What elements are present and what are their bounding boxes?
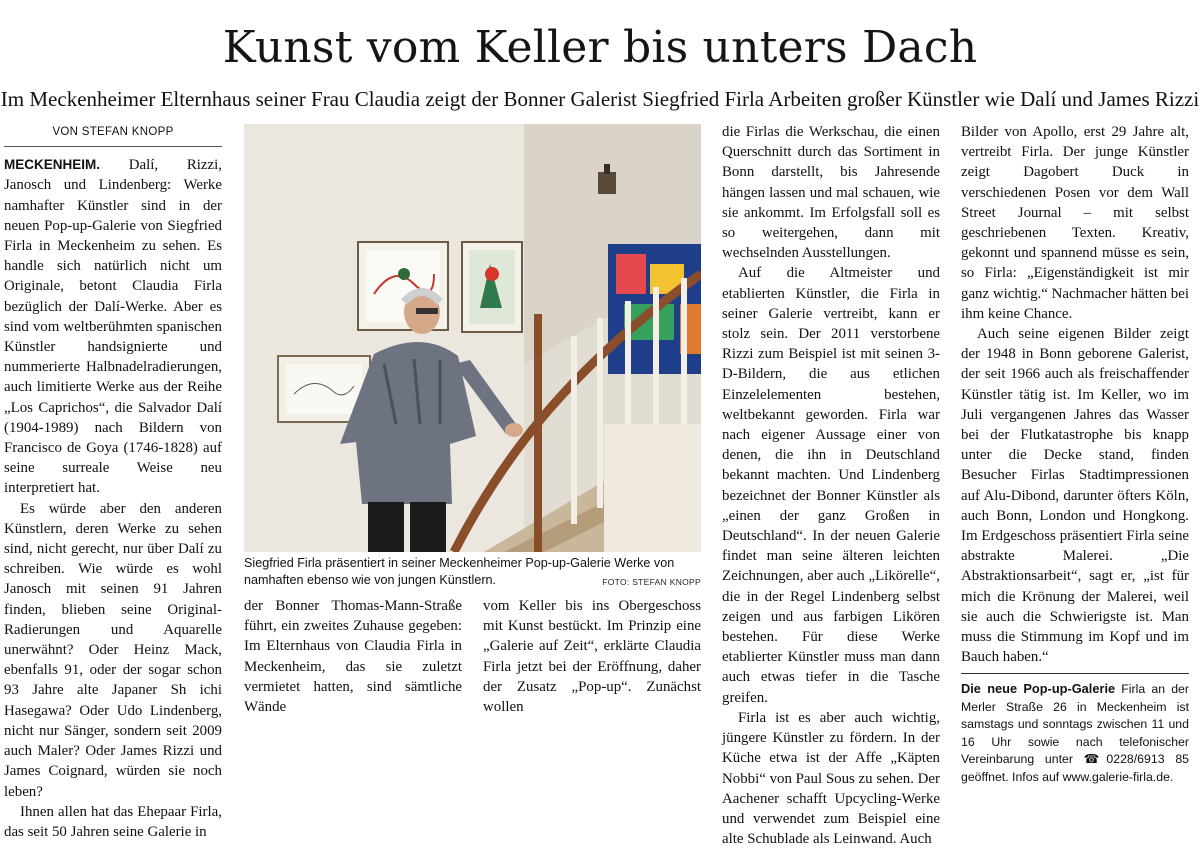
article-headline: Kunst vom Keller bis unters Dach [222, 22, 978, 73]
column-1 [4, 118, 222, 842]
column-3 [483, 596, 701, 717]
paragraph-1: MECKENHEIM. Dalí, Rizzi, Janosch und Lindenberg: Werke namhafter Künstler sind in der neuen Pop-up-Galerie von Siegfried Firla in Meckenheim zu sehen. Es handle sich natürlich nicht um Originale, betont Claudia Firla bezüglich der Dalí-Werke. Aber es sind vom weltberühmten spanischen Künstler handsignierte und nummerierte Halbnadelradierungen, auch limitierte Werke aus der Reihe „Los Caprichos“, die Salvador Dalí (1904-1989) nach Bildern von Francisco de Goya (1746-1828) auf seine surreale Weise neu interpretiert hat. [4, 157, 222, 497]
paragraph-col4-2: Auf die Altmeister und etablierten Künstler, die Firla in seiner Galerie vertreibt, kann er stolz sein. Der 2011 verstorbene Rizzi zum Beispiel ist mit seinen 3-D-Bildern, die aus etlichen Einzelelementen bestehen, weltbekannt geworden. Firla war nach eigener Aussage einer von denen, die ihn in Deutschland bekannt machten. Und Lindenberg bezeichnet der Bonner Künstler als „einen der ganz Großen in Deutschland“. In der neuen Galerie findet man seine älteren leichten Zeichnungen, aber auch „Likörelle“, die in der Regel Lindenberg selbst zeigen und aus farbigen Likören bestehen. Für diese Werke etablierter Künstler muss man dann auch etwas tiefer in die Tasche greifen. [722, 265, 940, 706]
paragraph-col5-2: Auch seine eigenen Bilder zeigt der 1948 in Bonn geborene Galerist, der seit 1966 auch als freischaffender Künstler tätig ist. Im Keller, wo im Juli vergangenen Jahres das Wasser bei der Flutkatastrophe bis knapp unter die Decke stand, finden Besucher Firlas Stadtimpressionen auf Alu-Dibond, darunter öfters Köln, auch Bonn, London und Hongkong. Im Erdgeschoss präsentiert Firla seine abstrakte Malerei. „Die Abstraktionsarbeit“, sagt er, „ist für mich die Krönung der Malerei, weil sie auch die Schwierigste ist. Man muss die Stimmung im Kopf und im Bauch haben.“ [961, 326, 1189, 666]
column-5 [961, 122, 1189, 786]
paragraph-col4-1: die Firlas die Werkschau, die einen Querschnitt durch das Sortiment in Bonn darstellt, bis Jahresende hängen lassen und mal schauen, wie sie ankommt. Im Erfolgsfall soll es so weitergehen, dann mit wechselnden Ausstellungen. [722, 124, 940, 262]
info-box-text: Firla an der Merler Straße 26 in Meckenheim ist samstags und sonntags zwischen 11 und 16 Uhr sowie nach telefonischer Vereinbarung unter ☎0228/6913 85 geöffnet. Infos auf www.galerie-firla.de. [961, 682, 1189, 784]
dateline: MECKENHEIM. [4, 157, 101, 173]
byline: VON STEFAN KNOPP [4, 118, 222, 147]
article-subheadline: Im Meckenheimer Elternhaus seiner Frau Claudia zeigt der Bonner Galerist Siegfried Firla Arbeiten großer Künstler wie Dalí und James Rizzi [0, 87, 1200, 111]
info-box-title: Die neue Pop-up-Galerie [961, 681, 1116, 697]
column-2 [244, 596, 462, 717]
paragraph-col2: der Bonner Thomas-Mann-Straße führt, ein zweites Zuhause gegeben: Im Elternhaus von Claudia Firla in Meckenheim, das sie zuletzt vermietet hatten, sind sämtliche Wände [244, 598, 462, 716]
photo-caption-block [244, 555, 701, 591]
paragraph-col3: vom Keller bis ins Obergeschoss mit Kunst bestückt. Im Prinzip eine „Galerie auf Zeit“, erklärte Claudia Firla jetzt bei der Eröffnung, daher der Zusatz „Pop-up“. Zunächst wollen [483, 598, 701, 716]
column-4 [722, 122, 940, 849]
photo-credit: FOTO: STEFAN KNOPP [602, 577, 701, 587]
paragraph-2: Es würde aber den anderen Künstlern, deren Werke zu sehen sind, nicht gerecht, nur über Dalí zu schreiben. Wie würde es wohl Janosch mit seinen 91 Jahren finden, blieben seine Original-Radierungen und Aquarelle unerwähnt? Oder Heinz Mack, ebenfalls 91, oder der sogar schon 93 Jahre alte Japaner Sh ichi Hasegawa? Oder Udo Lindenberg, nicht nur Sänger, sondern seit 2009 auch Maler? Oder James Rizzi und James Coignard, würden sie noch leben? [4, 500, 222, 800]
paragraph-col5-1: Bilder von Apollo, erst 29 Jahre alt, vertreibt Firla. Der junge Künstler zeigt Dagobert Duck in verschiedenen Posen vor dem Wall Street Journal – mit selbst geschriebenen Texten. Kreativ, gekonnt und spannend müsse es sein, so Firla: „Eigenständigkeit ist mir ganz wichtig.“ Nachmacher hätten bei ihm keine Chance. [961, 124, 1189, 322]
article-photo [244, 124, 701, 552]
info-box [961, 673, 1189, 785]
photo-caption: Siegfried Firla präsentiert in seiner Meckenheimer Pop-up-Galerie Werke von namhaften ebenso wie von jungen Künstlern. [244, 556, 675, 587]
paragraph-3: Ihnen allen hat das Ehepaar Firla, das seit 50 Jahren seine Galerie in [4, 803, 222, 840]
paragraph-col4-3: Firla ist es aber auch wichtig, jüngere Künstler zu fördern. In der Küche etwa ist der Affe „Käpten Nobbi“ von Paul Sous zu sehen. Der Aachener schafft Upcycling-Werke und verwendet zum Beispiel eine alte Schublade als Leinwand. Auch [722, 709, 940, 848]
